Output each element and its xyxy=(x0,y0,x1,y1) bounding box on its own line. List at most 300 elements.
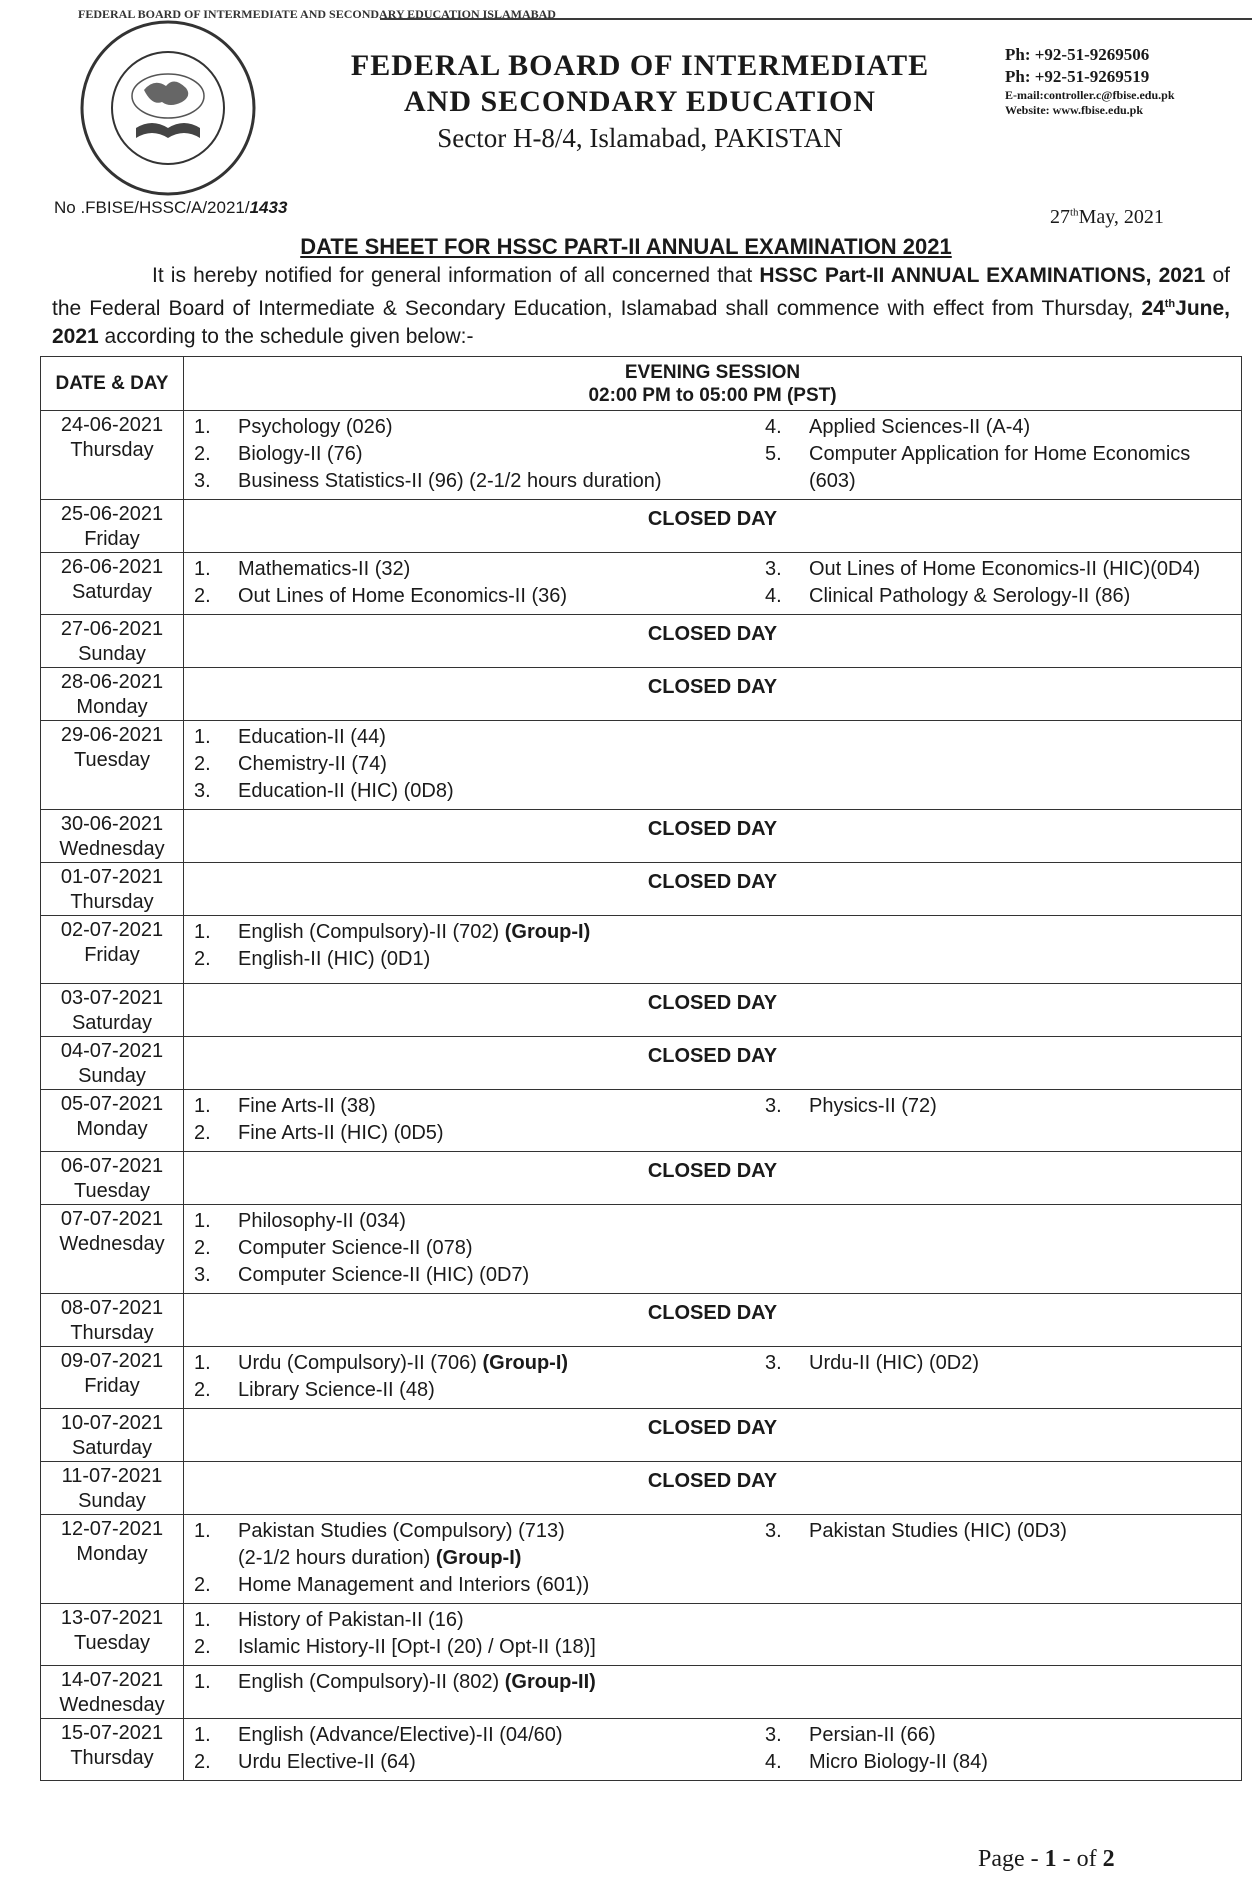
subject-group: (Group-I) xyxy=(504,921,591,943)
subject-column-left xyxy=(194,919,765,973)
exam-day: Thursday xyxy=(70,439,154,461)
table-row xyxy=(41,1462,1242,1515)
closed-day-cell: CLOSED DAY xyxy=(184,1037,1242,1090)
subject-item xyxy=(194,441,765,468)
exam-date: 12-07-2021 xyxy=(60,1518,164,1540)
exam-day: Tuesday xyxy=(74,749,150,771)
subject-item xyxy=(194,583,765,610)
exam-day: Friday xyxy=(84,528,140,550)
subject-columns xyxy=(184,1090,1241,1151)
subject-group: (Group-II) xyxy=(504,1671,596,1693)
exam-day: Wednesday xyxy=(59,1233,165,1255)
subject-item xyxy=(194,556,765,583)
exam-date: 05-07-2021 xyxy=(60,1093,164,1115)
subject-name: Pakistan Studies (HIC) (0D3) xyxy=(809,1520,1067,1542)
subject-item xyxy=(765,583,1235,610)
subject-item xyxy=(194,1262,765,1289)
date-sheet-body xyxy=(41,357,1242,1781)
date-day-cell xyxy=(41,1205,184,1294)
subject-number: 2. xyxy=(194,1379,211,1401)
subject-name: English (Compulsory)-II (802) xyxy=(238,1671,505,1693)
subject-name: Library Science-II (48) xyxy=(238,1379,435,1401)
subject-text xyxy=(238,441,765,468)
org-name-line1: FEDERAL BOARD OF INTERMEDIATE xyxy=(350,49,930,82)
table-row xyxy=(41,810,1242,863)
exam-date: 28-06-2021 xyxy=(60,671,164,693)
subject-name: Pakistan Studies (Compulsory) (713) xyxy=(238,1520,565,1542)
subjects-cell xyxy=(184,916,1242,984)
exam-day: Friday xyxy=(84,944,140,966)
subject-item xyxy=(765,441,1235,495)
subject-text xyxy=(238,1669,765,1696)
exam-date: 14-07-2021 xyxy=(60,1669,164,1691)
subject-item xyxy=(194,919,765,946)
subject-item xyxy=(194,1607,765,1634)
table-row xyxy=(41,553,1242,615)
subjects-cell xyxy=(184,1604,1242,1666)
subject-name: Islamic History-II [Opt-I (20) / Opt-II (18)] xyxy=(238,1636,596,1658)
subject-column-right xyxy=(765,1093,1235,1147)
closed-day-cell: CLOSED DAY xyxy=(184,863,1242,916)
page-title: DATE SHEET FOR HSSC PART-II ANNUAL EXAMINATION 2021 xyxy=(300,234,952,259)
table-row xyxy=(41,721,1242,810)
subject-column-left xyxy=(194,1518,765,1599)
subject-columns xyxy=(184,1666,1241,1700)
subject-text xyxy=(238,1235,765,1262)
subjects-cell xyxy=(184,1205,1242,1294)
subject-number: 2. xyxy=(194,443,211,465)
exam-date: 30-06-2021 xyxy=(60,813,164,835)
subject-column-left xyxy=(194,724,765,805)
subjects-cell xyxy=(184,721,1242,810)
intro-date-rest: June, 2021 xyxy=(52,297,1230,348)
date-suffix: th xyxy=(1070,206,1079,219)
exam-date: 10-07-2021 xyxy=(60,1412,164,1434)
subject-number: 3. xyxy=(194,780,211,802)
subject-text xyxy=(238,1093,765,1120)
subject-name: Education-II (44) xyxy=(238,726,386,748)
subject-text xyxy=(238,919,765,946)
subject-text xyxy=(809,556,1235,583)
subject-number: 3. xyxy=(765,1724,782,1746)
subject-number: 2. xyxy=(194,1574,211,1596)
date-rest: May, 2021 xyxy=(1078,206,1164,228)
subject-text xyxy=(238,468,765,495)
closed-day-cell: CLOSED DAY xyxy=(184,1409,1242,1462)
page-indicator xyxy=(978,1846,1115,1873)
header-date-day: DATE & DAY xyxy=(41,357,184,411)
subject-text xyxy=(238,414,765,441)
subject-item xyxy=(194,1093,765,1120)
subject-name: Mathematics-II (32) xyxy=(238,558,411,580)
table-row xyxy=(41,1347,1242,1409)
subject-number: 5. xyxy=(765,443,782,465)
subject-name: Computer Science-II (HIC) (0D7) xyxy=(238,1264,530,1286)
subject-name: Psychology (026) xyxy=(238,416,393,438)
subject-number: 2. xyxy=(194,753,211,775)
exam-date: 04-07-2021 xyxy=(60,1040,164,1062)
subject-column-left xyxy=(194,1093,765,1147)
intro-part2: of the Federal Board of Intermediate & Secondary Education, Islamabad shall commence with effect from Thursday, xyxy=(52,264,1230,320)
subject-name: (2-1/2 hours duration) xyxy=(238,1547,436,1569)
closed-day-cell: CLOSED DAY xyxy=(184,668,1242,721)
intro-bold-exam: HSSC Part-II ANNUAL EXAMINATIONS, 2021 xyxy=(759,264,1206,287)
subject-number: 2. xyxy=(194,1237,211,1259)
ref-number: 1433 xyxy=(249,198,288,217)
subject-number: 2. xyxy=(194,1636,211,1658)
table-row xyxy=(41,1205,1242,1294)
date-day-cell xyxy=(41,668,184,721)
table-row xyxy=(41,1409,1242,1462)
subject-text xyxy=(238,1749,765,1776)
subject-columns xyxy=(184,1205,1241,1293)
subject-item xyxy=(194,724,765,751)
table-row xyxy=(41,1666,1242,1719)
subject-column-left xyxy=(194,1722,765,1776)
subject-name: History of Pakistan-II (16) xyxy=(238,1609,464,1631)
subject-text xyxy=(238,1377,765,1404)
date-day-cell xyxy=(41,1409,184,1462)
subject-text xyxy=(809,1722,1235,1749)
exam-date: 15-07-2021 xyxy=(60,1722,164,1744)
subject-item xyxy=(765,1350,1235,1377)
exam-day: Sunday xyxy=(78,1065,146,1087)
subject-number: 1. xyxy=(194,416,211,438)
subject-name: Urdu Elective-II (64) xyxy=(238,1751,416,1773)
date-day-cell xyxy=(41,863,184,916)
exam-day: Saturday xyxy=(71,581,153,603)
table-row xyxy=(41,615,1242,668)
page-prefix: Page - xyxy=(978,1846,1045,1872)
table-row xyxy=(41,1719,1242,1781)
subject-number: 1. xyxy=(194,1609,211,1631)
subject-name: Fine Arts-II (38) xyxy=(238,1095,376,1117)
subject-columns xyxy=(184,553,1241,614)
subject-text xyxy=(238,1722,765,1749)
date-day-cell xyxy=(41,1515,184,1604)
intro-date-day: 24 xyxy=(1141,297,1165,320)
subject-text xyxy=(809,1093,1235,1120)
exam-day: Tuesday xyxy=(74,1180,150,1202)
subject-name: Computer Science-II (078) xyxy=(238,1237,473,1259)
subject-columns xyxy=(184,1515,1241,1603)
exam-date: 09-07-2021 xyxy=(60,1350,164,1372)
subject-text xyxy=(809,441,1235,495)
exam-date: 06-07-2021 xyxy=(60,1155,164,1177)
closed-day-cell: CLOSED DAY xyxy=(184,984,1242,1037)
exam-date: 07-07-2021 xyxy=(60,1208,164,1230)
subject-text xyxy=(238,1350,765,1377)
subject-column-right xyxy=(765,1518,1235,1599)
subject-number: 1. xyxy=(194,1671,211,1693)
subjects-cell xyxy=(184,1719,1242,1781)
subject-number: 1. xyxy=(194,1210,211,1232)
subject-text xyxy=(238,778,765,805)
subject-number: 3. xyxy=(194,470,211,492)
exam-day: Thursday xyxy=(70,1322,154,1344)
exam-day: Monday xyxy=(76,696,148,718)
subject-column-right xyxy=(765,1350,1235,1404)
subject-column-left xyxy=(194,1669,765,1696)
subject-column-right xyxy=(765,1208,1235,1289)
subject-columns xyxy=(184,916,1241,977)
subject-text xyxy=(238,1607,765,1634)
table-row xyxy=(41,411,1242,500)
subject-text xyxy=(809,1350,1235,1377)
subject-group: (Group-I) xyxy=(435,1547,522,1569)
subject-columns xyxy=(184,1347,1241,1408)
exam-day: Thursday xyxy=(70,891,154,913)
exam-date: 11-07-2021 xyxy=(61,1465,163,1487)
closed-day-cell: CLOSED DAY xyxy=(184,615,1242,668)
subject-name: Fine Arts-II (HIC) (0D5) xyxy=(238,1122,444,1144)
date-day-cell xyxy=(41,1719,184,1781)
subject-columns xyxy=(184,1604,1241,1665)
subject-name: English (Advance/Elective)-II (04/60) xyxy=(238,1724,563,1746)
subject-item xyxy=(194,414,765,441)
subject-text xyxy=(238,1518,765,1545)
subject-column-left xyxy=(194,556,765,610)
subject-name: English-II (HIC) (0D1) xyxy=(238,948,431,970)
subject-item xyxy=(194,751,765,778)
subject-name: Applied Sciences-II (A-4) xyxy=(809,416,1031,438)
intro-part1: It is hereby notified for general information of all concerned that xyxy=(152,264,760,287)
subject-item xyxy=(194,1120,765,1147)
exam-date: 03-07-2021 xyxy=(60,987,164,1009)
subject-number: 1. xyxy=(194,1520,211,1542)
subject-columns xyxy=(184,1719,1241,1780)
date-day-cell xyxy=(41,984,184,1037)
exam-day: Monday xyxy=(76,1118,148,1140)
date-day-cell xyxy=(41,411,184,500)
subject-number: 1. xyxy=(194,1095,211,1117)
subjects-cell xyxy=(184,1347,1242,1409)
phone-2: Ph: +92-51-9269519 xyxy=(1005,67,1150,86)
subject-name: Physics-II (72) xyxy=(809,1095,937,1117)
subjects-cell xyxy=(184,553,1242,615)
session-label: EVENING SESSION xyxy=(624,362,801,383)
date-day-cell xyxy=(41,721,184,810)
subject-name: Computer Application for Home Economics (603) xyxy=(809,443,1191,492)
exam-date: 02-07-2021 xyxy=(60,919,164,941)
date-day-cell xyxy=(41,810,184,863)
subject-text xyxy=(238,1545,765,1572)
session-time: 02:00 PM to 05:00 PM (PST) xyxy=(588,385,837,406)
exam-day: Tuesday xyxy=(74,1632,150,1654)
subject-number: 3. xyxy=(765,1095,782,1117)
date-sheet-table xyxy=(40,356,1242,1781)
subject-item xyxy=(194,1235,765,1262)
table-row xyxy=(41,916,1242,984)
exam-date: 25-06-2021 xyxy=(60,503,164,525)
exam-date: 08-07-2021 xyxy=(60,1297,164,1319)
subject-name: Urdu-II (HIC) (0D2) xyxy=(809,1352,980,1374)
seal-ring-text: FEDERAL BOARD OF INTERMEDIATE AND SECONDARY EDUCATION ISLAMABAD xyxy=(78,7,556,21)
subject-text xyxy=(238,1572,765,1599)
subject-item xyxy=(194,1208,765,1235)
exam-day: Saturday xyxy=(71,1012,153,1034)
intro-part3: according to the schedule given below:- xyxy=(98,325,474,348)
page-total: 2 xyxy=(1102,1846,1115,1872)
exam-date: 24-06-2021 xyxy=(60,414,164,436)
subject-name: Home Management and Interiors (601)) xyxy=(238,1574,590,1596)
subject-item xyxy=(194,946,765,973)
date-day-cell xyxy=(41,1294,184,1347)
subject-name: English (Compulsory)-II (702) xyxy=(238,921,505,943)
subject-number: 3. xyxy=(765,1352,782,1374)
exam-date: 26-06-2021 xyxy=(60,556,164,578)
subject-text xyxy=(238,556,765,583)
org-address: Sector H-8/4, Islamabad, PAKISTAN xyxy=(437,123,843,153)
subject-number: 1. xyxy=(194,1352,211,1374)
date-day-cell xyxy=(41,1462,184,1515)
closed-day-cell: CLOSED DAY xyxy=(184,810,1242,863)
subject-text xyxy=(238,724,765,751)
website: Website: www.fbise.edu.pk xyxy=(1005,103,1144,117)
subject-text xyxy=(809,583,1235,610)
exam-day: Wednesday xyxy=(59,838,165,860)
subject-text xyxy=(238,1262,765,1289)
table-row xyxy=(41,1037,1242,1090)
date-day: 27 xyxy=(1050,206,1070,228)
subject-name: Education-II (HIC) (0D8) xyxy=(238,780,454,802)
subject-item xyxy=(765,1518,1235,1545)
subject-text xyxy=(238,583,765,610)
date-day-cell xyxy=(41,553,184,615)
subject-column-left xyxy=(194,1208,765,1289)
subject-column-left xyxy=(194,414,765,495)
exam-date: 13-07-2021 xyxy=(60,1607,164,1629)
date-day-cell xyxy=(41,1037,184,1090)
closed-day-cell: CLOSED DAY xyxy=(184,1462,1242,1515)
subject-name: Micro Biology-II (84) xyxy=(809,1751,988,1773)
subject-item xyxy=(765,1722,1235,1749)
contact-block xyxy=(1005,44,1175,118)
subject-column-right xyxy=(765,556,1235,610)
intro-date-suffix: th xyxy=(1164,298,1176,310)
subject-item xyxy=(194,1545,765,1572)
subject-item xyxy=(194,1350,765,1377)
organization-header xyxy=(340,48,940,156)
email: E-mail:controller.c@fbise.edu.pk xyxy=(1005,88,1175,102)
exam-day: Thursday xyxy=(70,1747,154,1769)
table-row xyxy=(41,984,1242,1037)
exam-date: 29-06-2021 xyxy=(60,724,164,746)
subject-text xyxy=(238,1634,765,1661)
closed-day-cell: CLOSED DAY xyxy=(184,1294,1242,1347)
subject-item xyxy=(765,414,1235,441)
subjects-cell xyxy=(184,1515,1242,1604)
subject-column-right xyxy=(765,414,1235,495)
subject-text xyxy=(809,1518,1235,1545)
subject-name: Philosophy-II (034) xyxy=(238,1210,406,1232)
subject-text xyxy=(809,414,1235,441)
date-day-cell xyxy=(41,1090,184,1152)
closed-day-cell: CLOSED DAY xyxy=(184,1152,1242,1205)
table-row xyxy=(41,1090,1242,1152)
date-day-cell xyxy=(41,1666,184,1719)
table-row xyxy=(41,500,1242,553)
intro-paragraph xyxy=(52,262,1230,351)
table-row xyxy=(41,668,1242,721)
exam-date: 27-06-2021 xyxy=(60,618,164,640)
subjects-cell xyxy=(184,1666,1242,1719)
exam-day: Sunday xyxy=(78,1490,146,1512)
subject-name: Out Lines of Home Economics-II (36) xyxy=(238,585,568,607)
subjects-cell xyxy=(184,1090,1242,1152)
page-current: 1 xyxy=(1044,1846,1057,1872)
subjects-cell xyxy=(184,411,1242,500)
exam-day: Sunday xyxy=(78,643,146,665)
fbise-seal-logo xyxy=(78,7,556,198)
subject-columns xyxy=(184,411,1241,499)
subject-number: 1. xyxy=(194,726,211,748)
exam-day: Monday xyxy=(76,1543,148,1565)
subject-number xyxy=(194,1545,238,1572)
closed-day-cell: CLOSED DAY xyxy=(184,500,1242,553)
subject-item xyxy=(194,1377,765,1404)
subject-item xyxy=(765,1749,1235,1776)
subject-item xyxy=(194,1518,765,1545)
subject-number: 2. xyxy=(194,1122,211,1144)
subject-number: 4. xyxy=(765,416,782,438)
subject-number: 1. xyxy=(194,921,211,943)
table-row xyxy=(41,1515,1242,1604)
subject-column-right xyxy=(765,919,1235,973)
exam-day: Friday xyxy=(84,1375,140,1397)
subject-column-left xyxy=(194,1350,765,1404)
subject-number: 4. xyxy=(765,1751,782,1773)
table-row xyxy=(41,1604,1242,1666)
subject-name: Out Lines of Home Economics-II (HIC)(0D4) xyxy=(809,558,1201,580)
subject-item xyxy=(194,778,765,805)
subject-text xyxy=(809,1749,1235,1776)
subject-name: Business Statistics-II (96) (2-1/2 hours duration) xyxy=(238,470,662,492)
subject-column-right xyxy=(765,1607,1235,1661)
table-row xyxy=(41,863,1242,916)
date-day-cell xyxy=(41,1152,184,1205)
date-day-cell xyxy=(41,1604,184,1666)
subject-item xyxy=(194,1749,765,1776)
subject-number: 2. xyxy=(194,948,211,970)
exam-date: 01-07-2021 xyxy=(60,866,164,888)
subject-item xyxy=(765,1093,1235,1120)
page-mid: - of xyxy=(1056,1846,1103,1872)
subject-item xyxy=(194,1722,765,1749)
subject-column-right xyxy=(765,1722,1235,1776)
subject-column-right xyxy=(765,724,1235,805)
exam-day: Saturday xyxy=(71,1437,153,1459)
subject-text xyxy=(238,1120,765,1147)
subject-number: 3. xyxy=(765,558,782,580)
table-header-row xyxy=(41,357,1242,411)
subject-number: 1. xyxy=(194,558,211,580)
reference-number xyxy=(54,198,287,218)
subject-group: (Group-I) xyxy=(482,1352,569,1374)
subject-column-left xyxy=(194,1607,765,1661)
phone-1: Ph: +92-51-9269506 xyxy=(1005,45,1150,64)
subject-number: 4. xyxy=(765,585,782,607)
date-day-cell xyxy=(41,615,184,668)
subject-name: Urdu (Compulsory)-II (706) xyxy=(238,1352,483,1374)
subject-text xyxy=(238,946,765,973)
subject-item xyxy=(194,468,765,495)
subject-number: 3. xyxy=(765,1520,782,1542)
subject-text xyxy=(238,751,765,778)
header-evening-session xyxy=(184,357,1242,411)
issue-date xyxy=(1050,206,1164,229)
subject-item xyxy=(765,556,1235,583)
